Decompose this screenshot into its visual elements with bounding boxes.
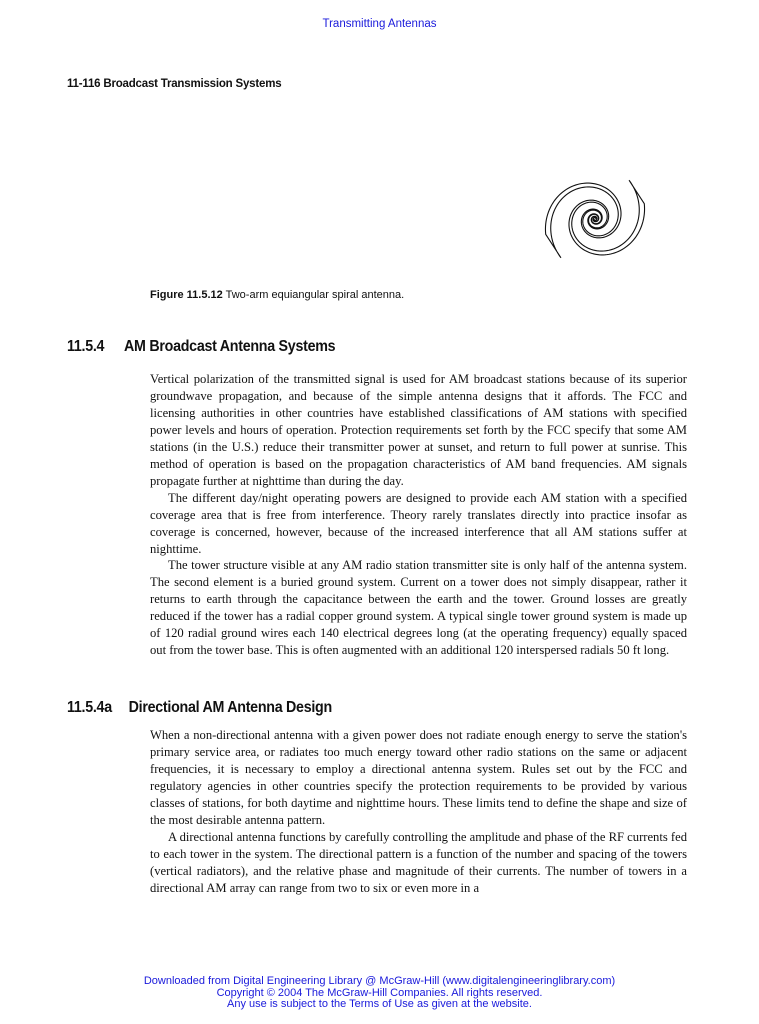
spiral-arm-b <box>545 183 621 258</box>
paragraph: A directional antenna functions by carefully controlling the amplitude and phase of the RF currents fed to each tower in the system. The directional pattern is a function of the number and spacing of the towers (vertical radiators), and the relative phase and magnitude of their currents. The number of towers in a directional AM array can range from two to six or even more in a <box>150 829 687 895</box>
subsection-body <box>150 727 687 897</box>
subsection-heading <box>67 699 332 717</box>
figure-label: Figure 11.5.12 <box>150 289 223 301</box>
figure-caption <box>150 289 404 301</box>
paragraph: The tower structure visible at any AM radio station transmitter site is only half of the antenna system. The second element is a buried ground system. Current on a tower does not simply disappear, rather it returns to earth through the capacitance between the earth and the tower. Ground losses are greatly reduced if the tower has a radial copper ground system. A typical single tower ground system is made up of 120 radial ground wires each 140 electrical degrees long (at the operating frequency) equally spaced out from the tower base. This is often augmented with an additional 120 interspersed radials 50 ft long. <box>150 558 687 658</box>
subsection-number: 11.5.4a <box>67 699 112 716</box>
subsection-title: Directional AM Antenna Design <box>128 699 332 716</box>
spiral-antenna-drawing <box>503 143 687 305</box>
footer-copyright[interactable]: Copyright © 2004 The McGraw-Hill Companies. All rights reserved. <box>216 986 543 999</box>
section-body <box>150 371 687 659</box>
paragraph: The different day/night operating powers are designed to provide each AM station with a specified coverage area that is free from interference. Theory rarely translates directly into practice insofar as coverage is concerned, however, because of the increased interference that all AM stations suffer at nighttime. <box>150 490 687 556</box>
paragraph: Vertical polarization of the transmitted signal is used for AM broadcast stations because of its superior groundwave propagation, and because of the simple antenna designs that it affords. The FCC and licensing authorities in other countries have established classifications of AM stations with specified power levels and hours of operation. Protection requirements set forth by the FCC specify that some AM stations (in the U.S.) reduce their transmitter power at sunset, and return to full power at sunrise. This method of operation is based on the propagation characteristics of AM band frequencies. AM signals propagate further at nighttime than during the day. <box>150 372 687 488</box>
chapter-header-link[interactable]: Transmitting Antennas <box>322 18 437 30</box>
section-heading <box>67 338 335 356</box>
footer <box>0 976 759 1011</box>
spiral-arm-a <box>569 180 645 255</box>
section-number: 11.5.4 <box>67 338 105 355</box>
section-title: AM Broadcast Antenna Systems <box>124 338 336 355</box>
footer-download-link[interactable]: Downloaded from Digital Engineering Library @ McGraw-Hill (www.digitalengineeringlibrary.com) <box>143 975 616 987</box>
figure-caption-text: Two-arm equiangular spiral antenna. <box>225 289 405 301</box>
footer-terms-link[interactable]: Any use is subject to the Terms of Use as given at the website. <box>227 998 532 1010</box>
paragraph: When a non-directional antenna with a given power does not radiate enough energy to serve the station's primary service area, or radiates too much energy toward other radio stations on the same or adjacent frequencies, it is necessary to employ a directional antenna system. Rules set out by the FCC and regulatory agencies in other countries specify the protection requirements to be provided by various classes of stations, for both daytime and nighttime hours. These limits tend to define the shape and size of the most desirable antenna pattern. <box>150 728 687 827</box>
running-head: 11-116 Broadcast Transmission Systems <box>67 78 282 90</box>
